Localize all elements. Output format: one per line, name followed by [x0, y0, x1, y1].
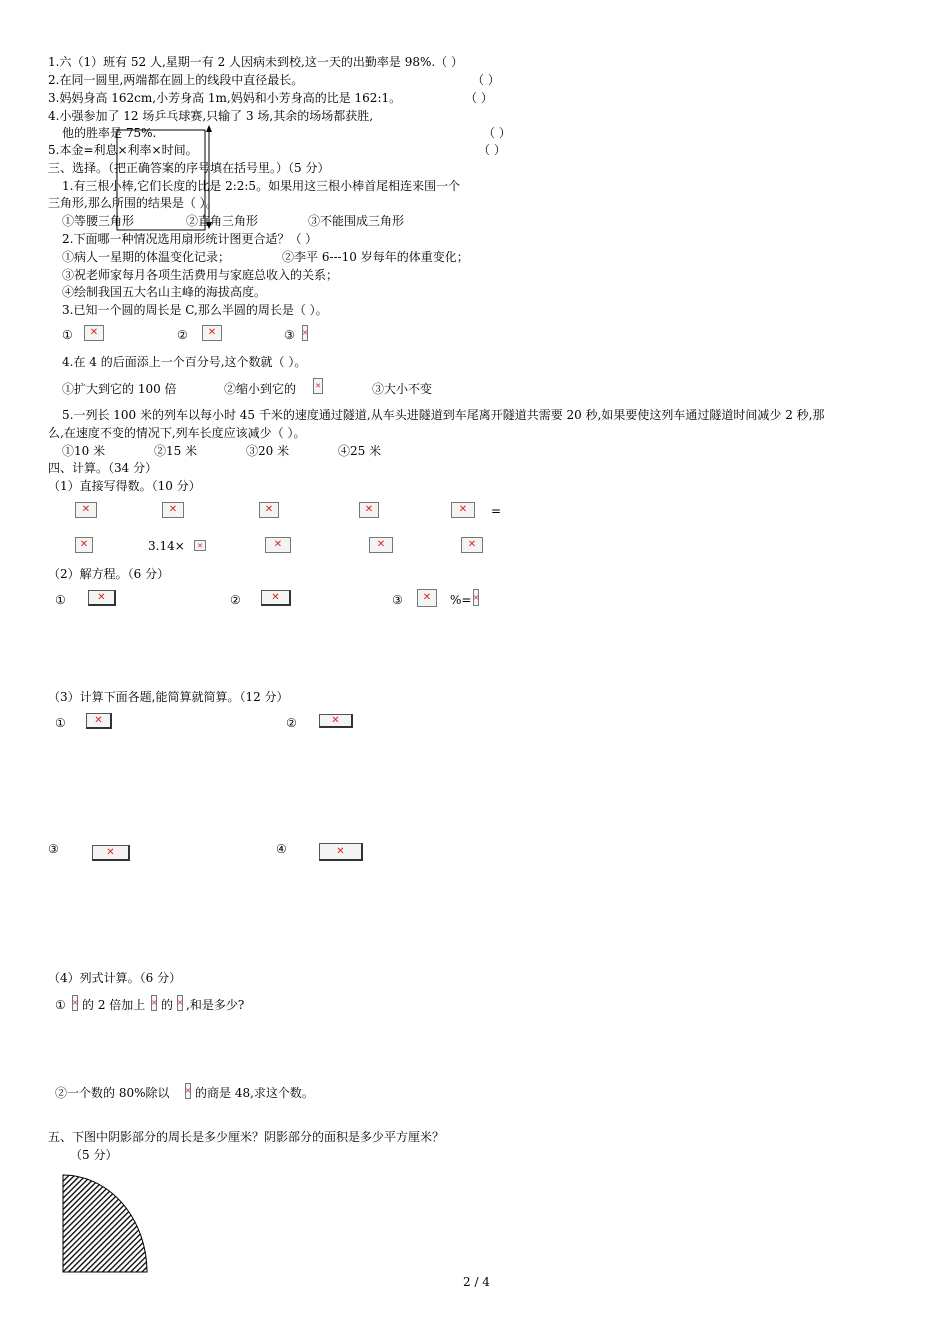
calc-part3-n2: ② — [286, 716, 297, 730]
choice-q4-opt2: ②缩小到它的 — [224, 382, 297, 396]
formula-image-placeholder — [92, 845, 130, 861]
shade-heading: 五、下图中阴影部分的周长是多少厘米？阴影部分的面积是多少平方厘米？ — [48, 1130, 445, 1144]
judge-q4b: 他的胜率是 75%. — [62, 126, 157, 140]
choice-q1-opt1: ①等腰三角形 — [62, 214, 135, 228]
choice-q2-opt1: ①病人一星期的体温变化记录； — [62, 250, 231, 264]
choice-q4: 4.在 4 的后面添上一个百分号,这个数就（ ）。 — [62, 355, 307, 369]
formula-image-placeholder — [86, 713, 112, 729]
choice-q2-opt2: ②李平 6---10 岁每年的体重变化； — [282, 250, 469, 264]
formula-image-placeholder — [417, 589, 437, 607]
page-number: 2 / 4 — [463, 1275, 490, 1289]
calc-part2: （2）解方程。（6 分） — [48, 567, 170, 581]
choice-q1a: 1.有三根小棒,它们长度的比是 2:2:5。如果用这三根小棒首尾相连来围一个 — [62, 179, 461, 193]
formula-image-placeholder — [451, 502, 475, 518]
calc-part1-equals: = — [491, 504, 502, 518]
judge-q2: 2.在同一圆里,两端都在圆上的线段中直径最长。 — [48, 73, 304, 87]
choice-q5-opt4: ④25 米 — [338, 444, 382, 458]
formula-image-placeholder — [259, 502, 279, 518]
shaded-quarter-circle-figure — [60, 1172, 150, 1276]
choice-q5-opt3: ③20 米 — [246, 444, 290, 458]
calc-part4-q2-a: ②一个数的 80%除以 — [55, 1086, 170, 1100]
formula-image-placeholder — [151, 995, 157, 1011]
judge-q3: 3.妈妈身高 162cm,小芳身高 1m,妈妈和小芳身高的比是 162:1。 — [48, 91, 402, 105]
calc-part4: （4）列式计算。（6 分） — [48, 971, 182, 985]
formula-image-placeholder — [313, 378, 323, 394]
formula-image-placeholder — [84, 325, 104, 341]
formula-image-placeholder — [302, 325, 308, 341]
choice-q2-opt3: ③祝老师家每月各项生活费用与家庭总收入的关系； — [62, 268, 339, 282]
choice-heading: 三、选择。（把正确答案的序号填在括号里。）（5 分） — [48, 161, 330, 175]
calc-part3: （3）计算下面各题,能简算就简算。（12 分） — [48, 690, 289, 704]
calc-part3-n1: ① — [55, 716, 66, 730]
formula-image-placeholder — [72, 995, 78, 1011]
calc-part2-pct: %= — [450, 593, 472, 607]
formula-image-placeholder — [75, 537, 93, 553]
choice-q5b: 么,在速度不变的情况下,列车长度应该减少（ ）。 — [48, 426, 306, 440]
shade-points: （5 分） — [70, 1148, 118, 1162]
choice-q2-opt4: ④绘制我国五大名山主峰的海拔高度。 — [62, 285, 267, 299]
formula-image-placeholder — [319, 843, 363, 861]
calc-part1: （1）直接写得数。（10 分） — [48, 479, 201, 493]
formula-image-placeholder — [461, 537, 483, 553]
judge-q4-paren: （ ） — [483, 126, 511, 140]
calc-part2-n2: ② — [230, 593, 241, 607]
formula-image-placeholder — [202, 325, 222, 341]
choice-q3-opt2-label: ② — [177, 328, 188, 342]
formula-image-placeholder — [359, 502, 379, 518]
choice-q3: 3.已知一个圆的周长是 C,那么半圆的周长是（ ）。 — [62, 303, 328, 317]
calc-part2-n1: ① — [55, 593, 66, 607]
formula-image-placeholder — [369, 537, 393, 553]
formula-image-placeholder — [194, 540, 206, 551]
judge-q3-paren: （ ） — [465, 91, 493, 105]
calc-part3-n3: ③ — [48, 842, 59, 856]
choice-q4-opt3: ③大小不变 — [372, 382, 433, 396]
formula-image-placeholder — [177, 995, 183, 1011]
calc-heading: 四、计算。（34 分） — [48, 461, 158, 475]
calc-part3-n4: ④ — [276, 842, 287, 856]
choice-q5-opt2: ②15 米 — [154, 444, 198, 458]
choice-q1-opt3: ③不能围成三角形 — [308, 214, 405, 228]
formula-image-placeholder — [319, 714, 353, 728]
calc-part4-q1-b: 的 2 倍加上 — [82, 998, 146, 1012]
formula-image-placeholder — [265, 537, 291, 553]
calc-part4-q2-b: 的商是 48,求这个数。 — [195, 1086, 314, 1100]
formula-image-placeholder — [162, 502, 184, 518]
formula-image-placeholder — [261, 590, 291, 606]
calc-part4-q1-a: ① — [55, 998, 66, 1012]
choice-q5-opt1: ①10 米 — [62, 444, 106, 458]
choice-q4-opt1: ①扩大到它的 100 倍 — [62, 382, 177, 396]
formula-image-placeholder — [473, 589, 479, 606]
judge-q2-paren: （ ） — [472, 73, 500, 87]
choice-q1-opt2: ②直角三角形 — [186, 214, 259, 228]
calc-part2-n3: ③ — [392, 593, 403, 607]
calc-part4-q1-c: 的 — [161, 998, 174, 1012]
judge-q4a: 4.小强参加了 12 场乒乓球赛,只输了 3 场,其余的场场都获胜, — [48, 109, 374, 123]
formula-image-placeholder — [185, 1083, 191, 1099]
judge-q1: 1.六（1）班有 52 人,星期一有 2 人因病未到校,这一天的出勤率是 98%.（ ） — [48, 55, 463, 69]
choice-q5a: 5.一列长 100 米的列车以每小时 45 千米的速度通过隧道,从车头进隧道到车尾离开隧道共需要 20 秒,如果要使这列车通过隧道时间减少 2 秒,那 — [62, 408, 825, 422]
calc-part1-314: 3.14× — [148, 539, 185, 553]
formula-image-placeholder — [88, 590, 116, 606]
choice-q1b: 三角形,那么所围的结果是（ ）。 — [48, 196, 218, 210]
choice-q2: 2.下面哪一种情况选用扇形统计图更合适？（ ） — [62, 232, 318, 246]
formula-image-placeholder — [75, 502, 97, 518]
choice-q3-opt3-label: ③ — [284, 328, 295, 342]
judge-q5-paren: （ ） — [478, 143, 506, 157]
choice-q3-opt1-label: ① — [62, 328, 73, 342]
calc-part4-q1-d: ,和是多少? — [186, 998, 245, 1012]
judge-q5: 5.本金=利息×利率×时间。 — [48, 143, 198, 157]
